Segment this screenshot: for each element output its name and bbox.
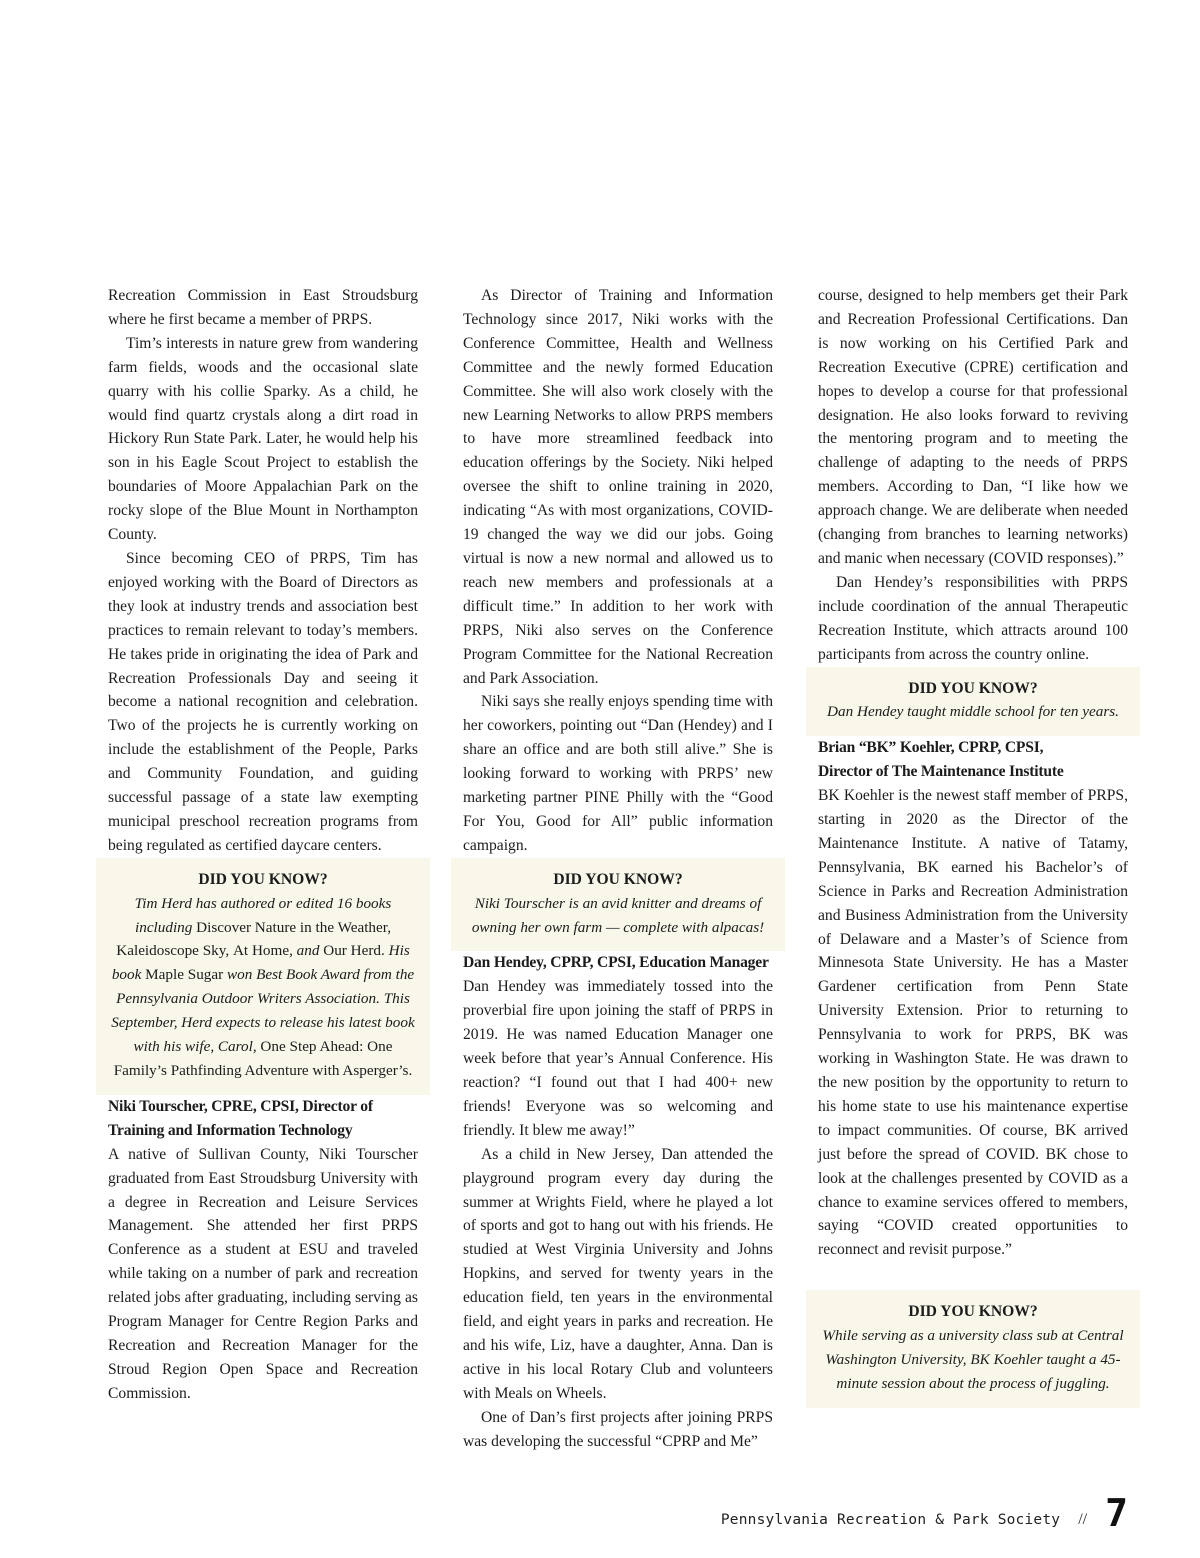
paragraph: As Director of Training and Information Technology since 2017, Niki works with the Conference Committee, Health and Wellness Committee and the newly formed Education Committee. She will also work closely with the new Learning Networks to allow PRPS members to have more streamlined feedback into education offerings by the Society. Niki helped oversee the shift to online training in 2020, indicating “As with most organizations, COVID-19 changed the way we did our jobs. Going virtual is now a new normal and allowed us to reach new members and professionals at a difficult time.” In addition to her work with PRPS, Niki also serves on the Conference Program Committee for the National Recreation and Park Association. bbox=[463, 287, 773, 687]
book-title: Maple Sugar bbox=[145, 966, 224, 984]
did-you-know-title: DID YOU KNOW? bbox=[908, 679, 1038, 697]
did-you-know-title: DID YOU KNOW? bbox=[553, 870, 683, 888]
did-you-know-box-niki bbox=[451, 858, 785, 952]
book-title: At Home, bbox=[232, 942, 293, 960]
footer-separator: // bbox=[1078, 1511, 1088, 1528]
section-heading-dan: Dan Hendey, CPRP, CPSI, Education Manager bbox=[463, 954, 769, 972]
footer-organization: Pennsylvania Recreation & Park Society bbox=[720, 1512, 1061, 1528]
paragraph: Recreation Commission in East Stroudsburg where he first became a member of PRPS. bbox=[108, 287, 418, 328]
paragraph: Dan Hendey’s responsibilities with PRPS include coordination of the annual Therapeutic Recreation Institute, which attracts around 100 participants from across the country online. bbox=[818, 573, 1128, 663]
section-heading-bk bbox=[818, 736, 1128, 784]
book-title: Kaleidoscope Sky, bbox=[116, 942, 230, 960]
dyk-text: and bbox=[292, 942, 324, 960]
paragraph: BK Koehler is the newest staff member of PRPS, starting in 2020 as the Director of the Maintenance Institute. A native of Tatamy, Pennsylvania, BK earned his Bachelor’s of Science in Parks and Recreation Administration and Business Administration from the University of Delaware and a Master’s of Science from Minnesota State University. He has a Master Gardener certification from Penn State University Extension. Prior to returning to Pennsylvania to work for PRPS, BK was working in Washington State. He was drawn to the new position by the opportunity to return to his home state to use his maintenance expertise to impact communities. Of course, BK arrived just before the spread of COVID. BK chose to look at the challenges presented by COVID as a chance to examine services offered to members, saying “COVID created opportunities to reconnect and revisit purpose.” bbox=[818, 787, 1128, 1259]
column-2 bbox=[463, 284, 773, 1454]
section-heading-niki: Niki Tourscher, CPRE, CPSI, Director of Training and Information Technology bbox=[108, 1097, 373, 1139]
did-you-know-box-dan bbox=[806, 667, 1140, 737]
book-title: Discover Nature in the Weather, bbox=[196, 918, 391, 936]
paragraph: A native of Sullivan County, Niki Tourscher graduated from East Stroudsburg University with a degree in Recreation and Leisure Services Management. She attended her first PRPS Conference as a student at ESU and traveled while taking on a number of park and recreation related jobs after graduating, including serving as Program Manager for Centre Region Parks and Recreation and Recreation Manager for the Stroud Region Open Space and Recreation Commission. bbox=[108, 1145, 418, 1402]
column-3 bbox=[818, 284, 1128, 1408]
page-footer bbox=[720, 1491, 1128, 1535]
did-you-know-title: DID YOU KNOW? bbox=[198, 870, 328, 888]
did-you-know-box-bk bbox=[806, 1290, 1140, 1408]
heading-line: Director of The Maintenance Institute bbox=[818, 763, 1064, 781]
did-you-know-body bbox=[110, 892, 416, 1083]
paragraph: Since becoming CEO of PRPS, Tim has enjoyed working with the Board of Directors as they look at industry trends and association best practices to remain relevant to today’s members. He takes pride in originating the idea of Park and Recreation Professionals Day and seeing it become a national recognition and celebration. Two of the projects he is currently working on include the establishment of the People, Parks and Community Foundation, and guiding successful passage of a state law exempting municipal preschool recreation programs from being regulated as certified daycare centers. bbox=[108, 549, 418, 854]
paragraph: Tim’s interests in nature grew from wandering farm fields, woods and the occasional slate quarry with his collie Sparky. As a child, he would find quartz crystals along a dirt road in Hickory Run State Park. Later, he would help his son in his Eagle Scout Project to establish the boundaries of Moore Appalachian Park on the rocky slope of the Blue Mount in Northampton County. bbox=[108, 334, 418, 544]
heading-line: Brian “BK” Koehler, CPRP, CPSI, bbox=[818, 739, 1044, 757]
did-you-know-body: While serving as a university class sub at Central Washington University, BK Koehler taught a 45-minute session about the process of juggling. bbox=[822, 1327, 1124, 1392]
book-title: One Step Ahead: One Family’s Pathfinding Adventure with Asperger’s. bbox=[113, 1038, 413, 1079]
page-number: 7 bbox=[1105, 1491, 1128, 1535]
paragraph: As a child in New Jersey, Dan attended the playground program every day during the summer at Wrights Field, where he played a lot of sports and got to hang out with his friends. He studied at West Virginia University and Johns Hopkins, and served for twenty years in the education field, ten years in the environmental field, and eight years in parks and recreation. He and his wife, Liz, have a daughter, Anna. Dan is active in his local Rotary Club and volunteers with Meals on Wheels. bbox=[463, 1145, 773, 1402]
paragraph: course, designed to help members get their Park and Recreation Professional Certifications. Dan is now working on his Certified Park and Recreation Executive (CPRE) certification and hopes to develop a course for that professional designation. He also looks forward to reviving the mentoring program and to meeting the challenge of adapting to the needs of PRPS members. According to Dan, “I like how we approach change. We are deliberate when needed (changing from branches to learning networks) and manic when necessary (COVID responses).” bbox=[818, 287, 1128, 567]
book-title: Our Herd. bbox=[323, 942, 385, 960]
dyk-text: Tim Herd has authored or edited 16 books including bbox=[134, 894, 392, 936]
did-you-know-body: Dan Hendey taught middle school for ten years. bbox=[827, 703, 1119, 721]
paragraph: Niki says she really enjoys spending time with her coworkers, pointing out “Dan (Hendey) and I share an office and are both still alive.” She is looking forward to working with PRPS’ new marketing partner PINE Philly with the “Good For You, Good for All” public information campaign. bbox=[463, 693, 773, 854]
column-1 bbox=[108, 284, 418, 1406]
dyk-text: His book bbox=[111, 942, 410, 984]
paragraph: One of Dan’s first projects after joining PRPS was developing the successful “CPRP and Me” bbox=[463, 1408, 773, 1450]
paragraph: Dan Hendey was immediately tossed into the proverbial fire upon joining the staff of PRPS in 2019. He was named Education Manager one week before that year’s Annual Conference. His reaction? “I found out that I had 400+ new friends! Everyone was so welcoming and friendly. It blew me away!” bbox=[463, 978, 773, 1139]
dyk-text: won Best Book Award from the Pennsylvania Outdoor Writers Association. This September, Herd expects to release his latest book with his wife, Carol, bbox=[111, 966, 415, 1056]
did-you-know-box-tim bbox=[96, 858, 430, 1095]
did-you-know-title: DID YOU KNOW? bbox=[908, 1303, 1038, 1321]
did-you-know-body: Niki Tourscher is an avid knitter and dreams of owning her own farm — complete with alpacas! bbox=[471, 894, 765, 936]
